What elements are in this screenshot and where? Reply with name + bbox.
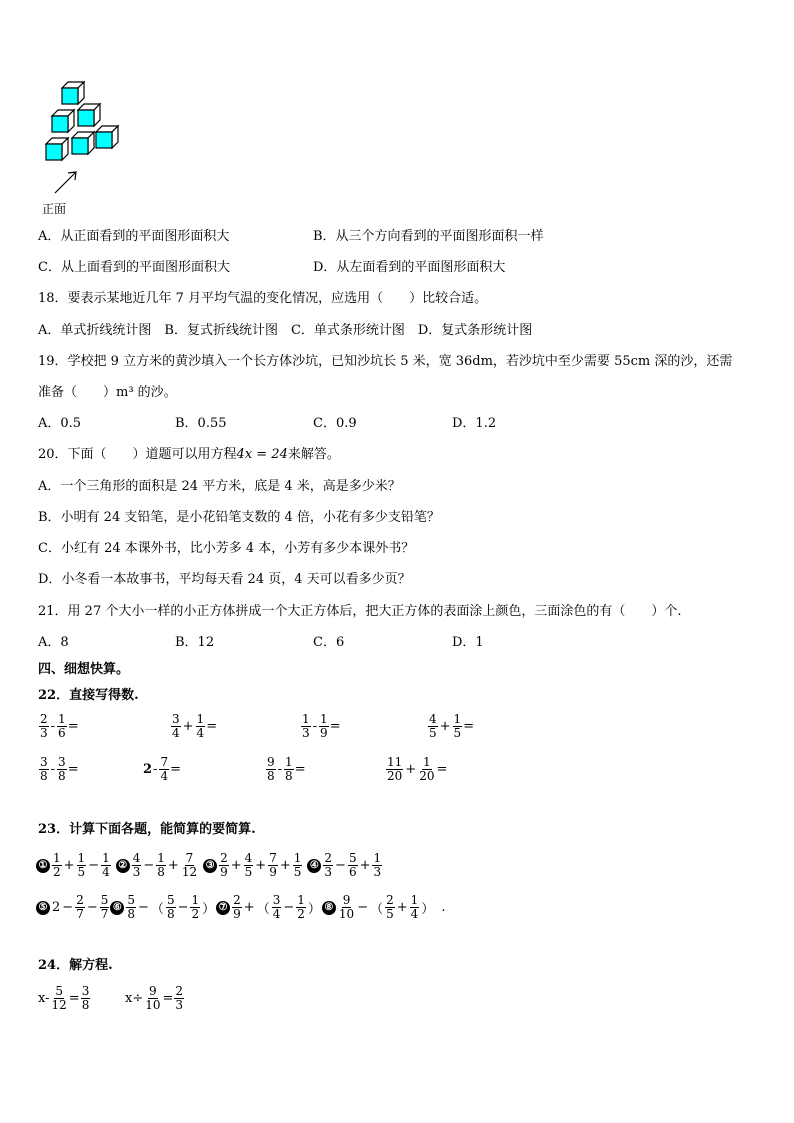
q22-item-1: $\frac{2}{3}$ - $\frac{1}{6}$ = xyxy=(40,712,79,740)
q23-num-8: ⑧ xyxy=(322,901,336,915)
q21-option-b[interactable]: B．12 xyxy=(175,635,215,650)
q23-num-6: ⑥ xyxy=(110,901,124,915)
q17-option-a[interactable]: A．从正面看到的平面图形面积大 xyxy=(38,229,230,244)
q24-title: 24．解方程. xyxy=(38,958,113,973)
q20-text-post: 来解答。 xyxy=(287,447,340,462)
section4-title: 四、细想快算。 xyxy=(38,662,130,677)
q23-num-1: ① xyxy=(36,859,50,873)
q22-item-5: $\frac{3}{8}$ - $\frac{3}{8}$ = xyxy=(40,755,79,783)
cube-stack-figure xyxy=(40,80,135,175)
q19-question-line1: 19．学校把 9 立方米的黄沙填入一个长方体沙坑，已知沙坑长 5 米，宽 36dm，若沙坑中至少需要 55cm 深的沙，还需 xyxy=(38,354,733,369)
q22-item-2: $\frac{3}{4}$ + $\frac{1}{4}$ = xyxy=(172,712,218,740)
cube-top xyxy=(62,82,84,104)
q20-option-d[interactable]: D．小冬看一本故事书，平均每天看 24 页，4 天可以看多少页？ xyxy=(38,572,411,587)
q22-item-8: $\frac{11}{20}$ + $\frac{1}{20}$ = xyxy=(387,755,448,783)
q22-item-4: $\frac{4}{5}$ + $\frac{1}{5}$ = xyxy=(429,712,475,740)
cube-middle-left xyxy=(52,110,74,132)
front-arrow-icon xyxy=(52,168,82,196)
q23-num-2: ② xyxy=(116,859,130,873)
q19-option-c[interactable]: C．0.9 xyxy=(313,416,357,431)
q23-num-5: ⑤ xyxy=(36,901,50,915)
q20-option-c[interactable]: C．小红有 24 本课外书，比小芳多 4 本，小芳有多少本课外书？ xyxy=(38,541,415,556)
q17-option-b[interactable]: B．从三个方向看到的平面图形面积一样 xyxy=(313,229,544,244)
q23-row-1: ① $\frac{1}{2}$ + $\frac{1}{5}$ − $\frac{1}{4}$ ② $\frac{4}{3}$ − $\frac{1}{8}$ + $\frac{7}{12}$ ③ $\frac{2}{9}$ + $\frac{4}{5}$ + $\frac{7}{9}$ + $\frac{1}{5}$ ④ $\frac{2}{3}$ − $\frac{5}{6}$ + $\frac{1}{3}$ xyxy=(36,852,383,879)
q17-option-c[interactable]: C．从上面看到的平面图形面积大 xyxy=(38,260,230,275)
q22-item-6: 2 - $\frac{7}{4}$ = xyxy=(143,755,181,783)
q21-option-c[interactable]: C．6 xyxy=(313,635,345,650)
q23-num-4: ④ xyxy=(307,859,321,873)
front-label: 正面 xyxy=(42,202,67,216)
cube-bottom-middle xyxy=(72,132,94,154)
q20-option-b[interactable]: B．小明有 24 支铅笔，是小花铅笔支数的 4 倍，小花有多少支铅笔？ xyxy=(38,510,440,525)
q24-equation-1: x- $\frac{5}{12}$ = $\frac{3}{8}$ xyxy=(38,984,90,1012)
cube-bottom-right xyxy=(96,126,118,148)
q20-text-pre: 20．下面（ ）道题可以用方程 xyxy=(38,447,237,462)
cube-bottom-left xyxy=(46,138,68,160)
q21-question: 21．用 27 个大小一样的小正方体拼成一个大正方体后，把大正方体的表面涂上颜色，三面涂色的有（ ）个. xyxy=(38,604,682,619)
q21-option-a[interactable]: A．8 xyxy=(38,635,69,650)
q19-option-d[interactable]: D．1.2 xyxy=(452,416,497,431)
q19-option-b[interactable]: B．0.55 xyxy=(175,416,227,431)
q18-question: 18．要表示某地近几年 7 月平均气温的变化情况，应选用（ ）比较合适。 xyxy=(38,291,488,306)
q23-row-2: ⑤ 2 − $\frac{2}{7}$ − $\frac{5}{7}$ ⑥ $\frac{5}{8}$ − （ $\frac{5}{8}$ − $\frac{1}{2}$ ） ⑦ $\frac{2}{9}$ + （ $\frac{3}{4}$ − $\frac{1}{2}$ ） ⑧ $\frac{9}{10}$ − （ $\frac{2}{5}$ + $\frac{1}{4}$ ） . xyxy=(36,894,446,921)
q22-item-3: $\frac{1}{3}$ - $\frac{1}{9}$ = xyxy=(302,712,341,740)
q23-title: 23．计算下面各题，能简算的要简算. xyxy=(38,822,256,837)
q19-option-a[interactable]: A．0.5 xyxy=(38,416,82,431)
cube-middle-right xyxy=(78,104,100,126)
q22-title: 22．直接写得数. xyxy=(38,688,139,703)
q19-question-line2: 准备（ ）m³ 的沙。 xyxy=(38,385,177,400)
q20-equation: 4x = 24 xyxy=(236,447,288,462)
q23-num-3: ③ xyxy=(203,859,217,873)
q18-options[interactable]: A．单式折线统计图 B．复式折线统计图 C．单式条形统计图 D．复式条形统计图 xyxy=(38,323,533,338)
q21-option-d[interactable]: D．1 xyxy=(452,635,484,650)
q17-option-d[interactable]: D．从左面看到的平面图形面积大 xyxy=(313,260,506,275)
q23-num-7: ⑦ xyxy=(216,901,230,915)
q24-equation-2: x÷ $\frac{9}{10}$ = $\frac{2}{3}$ xyxy=(125,984,184,1012)
q20-question xyxy=(38,447,340,463)
q22-item-7: $\frac{9}{8}$ - $\frac{1}{8}$ = xyxy=(267,755,306,783)
q20-option-a[interactable]: A．一个三角形的面积是 24 平方米，底是 4 米，高是多少米？ xyxy=(38,479,401,494)
